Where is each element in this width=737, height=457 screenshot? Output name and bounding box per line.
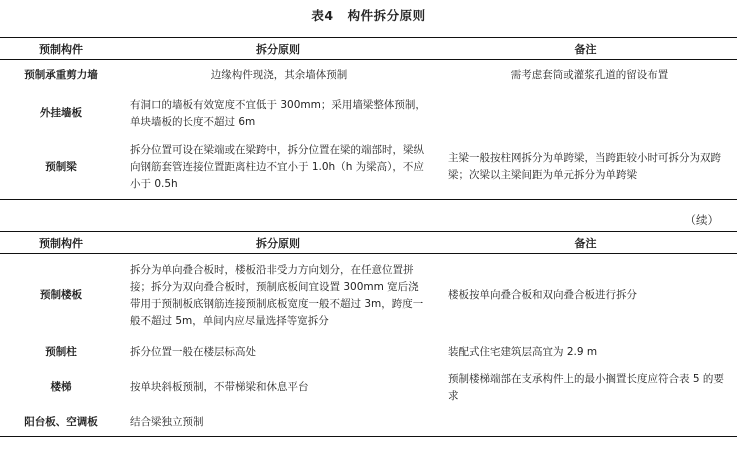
table-row	[0, 254, 737, 338]
component-cell: 预制柱	[45, 345, 77, 358]
principle-cell: 拆分为单向叠合板时，楼板沿非受力方向划分，在任意位置拼接；拆分为双向叠合板时，预制底板间宜设置 300mm 宽后浇带用于预制板底钢筋连接预制底板宽度一般不超过 3m，跨度一般不超过 5m，单间内应尽量选择等宽拆分	[130, 263, 424, 327]
header-component: 预制构件	[0, 232, 122, 254]
component-cell: 外挂墙板	[40, 107, 82, 119]
principle-cell: 拆分位置可设在梁端或在梁跨中，拆分位置在梁的端部时，梁纵向钢筋套管连接位置距离柱边不宜小于 1.0h（h 为梁高），不应小于 0.5h	[122, 136, 434, 200]
note-cell: 装配式住宅建筑层高宜为 2.9 m	[448, 345, 598, 358]
note-cell	[434, 409, 737, 437]
header-note: 备注	[434, 38, 737, 60]
header-component: 预制构件	[0, 38, 122, 60]
table-part-2	[0, 231, 737, 437]
table-row	[0, 92, 737, 136]
note-cell: 需考虑套筒或灌浆孔道的留设布置	[510, 69, 669, 82]
table-row	[0, 409, 737, 437]
component-cell: 楼梯	[50, 381, 72, 393]
principle-cell: 有洞口的墙板有效宽度不宜低于 300mm；采用墙梁整体预制，单块墙板的长度不超过 6m	[130, 98, 426, 128]
table-part-1	[0, 37, 737, 200]
note-cell: 主梁一般按柱网拆分为单跨梁，当跨距较小时可拆分为双跨梁；次梁以主梁间距为单元拆分为单跨梁	[434, 136, 737, 200]
note-cell	[434, 92, 737, 136]
principle-cell: 边缘构件现浇，其余墙体预制	[210, 69, 348, 82]
component-cell: 预制楼板	[40, 289, 82, 302]
table-caption	[0, 6, 737, 24]
table-row	[0, 60, 737, 92]
component-cell: 预制梁	[0, 136, 122, 200]
continued-label: （续）	[684, 213, 719, 227]
header-principle: 拆分原则	[122, 232, 434, 254]
table-row	[0, 136, 737, 200]
component-cell: 预制承重剪力墙	[24, 69, 98, 82]
principle-cell: 结合梁独立预制	[122, 409, 434, 437]
caption-title: 构件拆分原则	[347, 8, 426, 23]
note-cell: 楼板按单向叠合板和双向叠合板进行拆分	[448, 289, 637, 302]
header-row	[0, 38, 737, 60]
component-cell: 阳台板、空调板	[0, 409, 122, 437]
principle-cell: 按单块斜板预制，不带梯梁和休息平台	[130, 381, 309, 393]
note-cell: 预制楼梯端部在支承构件上的最小搁置长度应符合表 5 的要求	[448, 372, 724, 402]
header-row	[0, 232, 737, 254]
header-principle: 拆分原则	[122, 38, 434, 60]
table-row	[0, 367, 737, 409]
principle-cell: 拆分位置一般在楼层标高处	[130, 345, 256, 358]
table-row	[0, 338, 737, 367]
header-note: 备注	[434, 232, 737, 254]
caption-number: 表4	[311, 8, 334, 23]
